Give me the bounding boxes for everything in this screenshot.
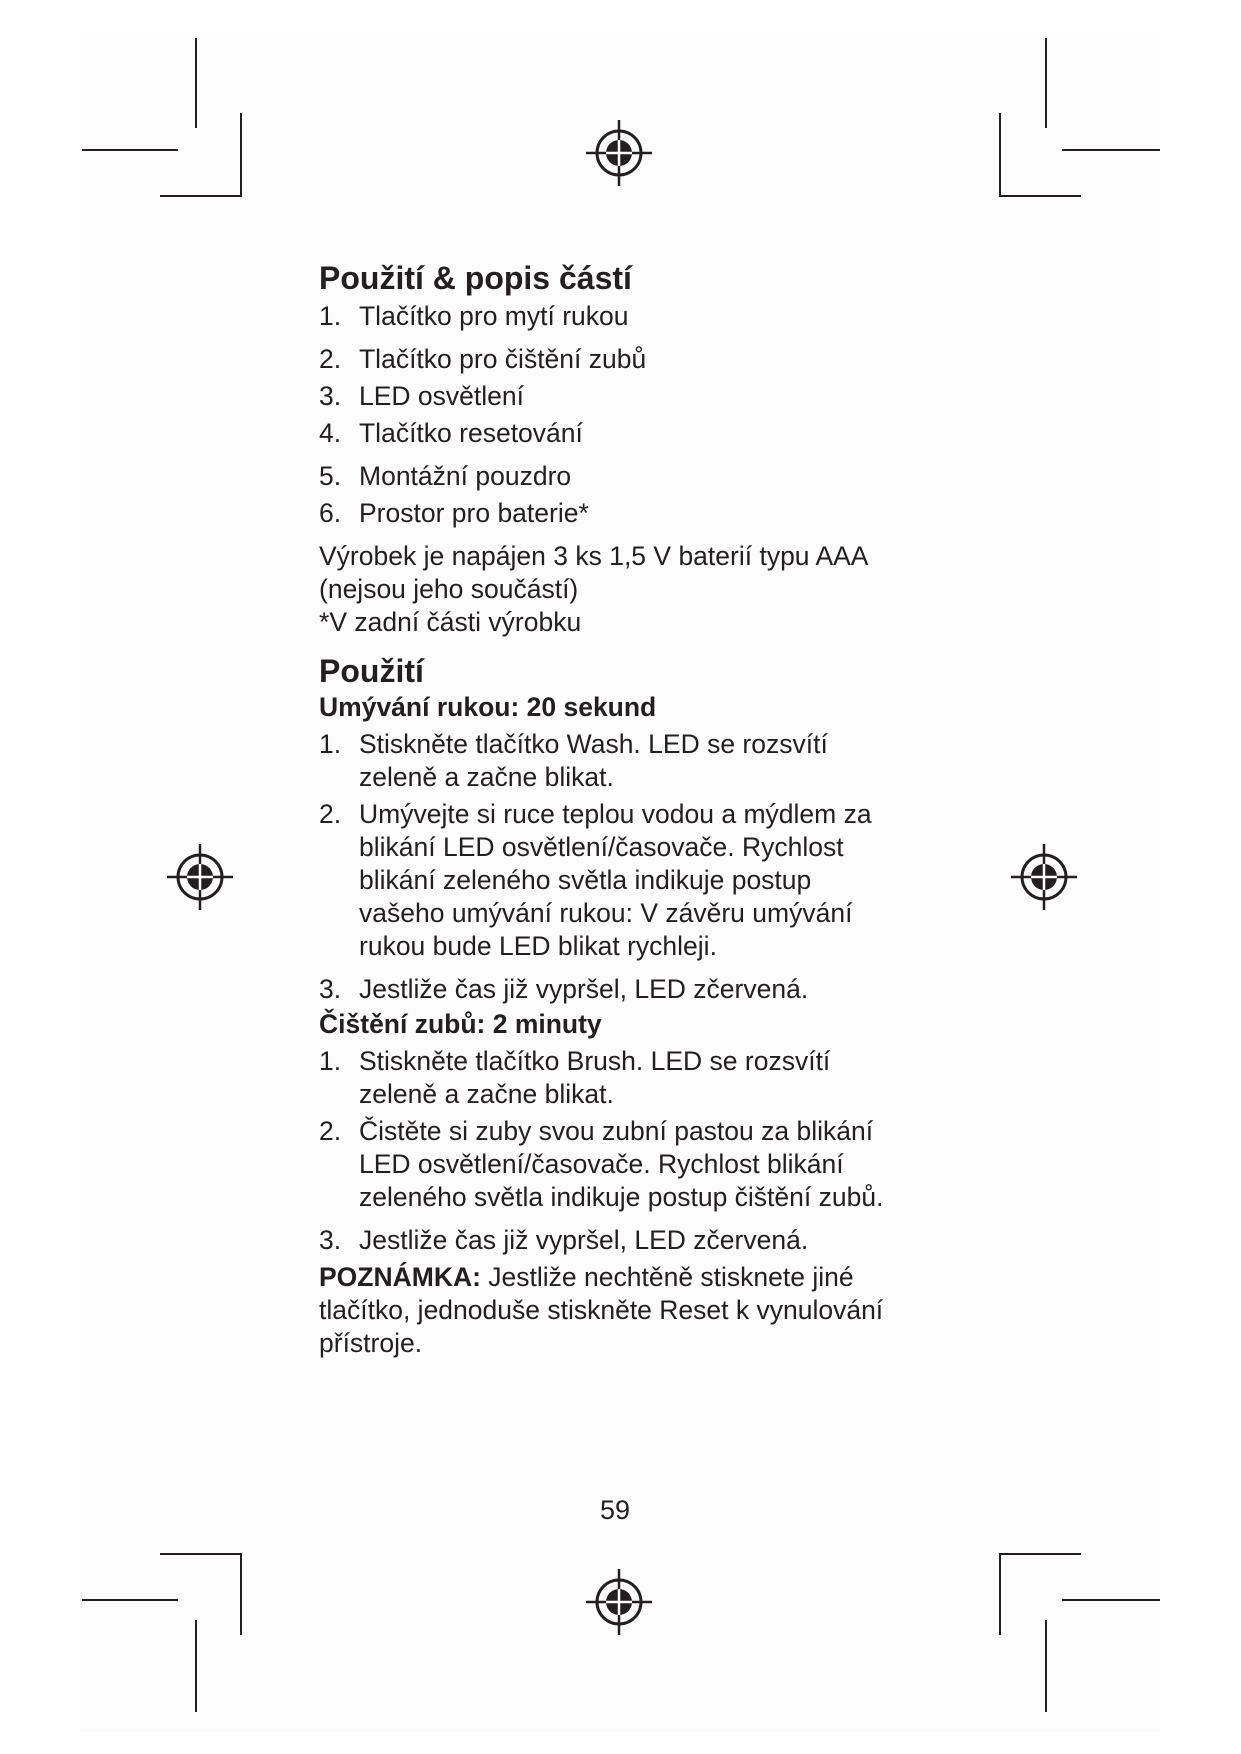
item-line: Stiskněte tlačítko Brush. LED se rozsvítí [359, 1046, 831, 1076]
item-text: Tlačítko resetování [359, 418, 583, 448]
registration-mark-icon [1009, 842, 1079, 912]
item-line: Čistěte si zuby svou zubní pastou za blikání [359, 1116, 874, 1146]
item-number: 2. [319, 1116, 342, 1146]
list-item [319, 380, 939, 413]
note-line: přístroje. [319, 1328, 423, 1358]
item-number: 3. [319, 1225, 342, 1255]
item-number: 1. [319, 1046, 342, 1076]
note-line: tlačítko, jednoduše stiskněte Reset k vynulování [319, 1295, 884, 1325]
item-number: 1. [319, 301, 342, 331]
crop-mark [999, 113, 1001, 197]
item-number: 2. [319, 344, 342, 374]
item-line: Jestliže čas již vypršel, LED zčervená. [359, 974, 809, 1004]
list-item [319, 460, 939, 493]
battery-info [319, 540, 939, 639]
item-number: 4. [319, 418, 342, 448]
list-item [319, 417, 939, 450]
item-text: Tlačítko pro mytí rukou [359, 301, 629, 331]
list-item [319, 728, 939, 794]
parts-list [319, 300, 939, 530]
registration-mark-icon [584, 118, 654, 188]
section-title-parts: Použití & popis částí [319, 260, 632, 296]
list-item [319, 497, 939, 530]
item-line: LED osvětlení/časovače. Rychlost blikání [359, 1149, 844, 1179]
item-line: Jestliže čas již vypršel, LED zčervená. [359, 1225, 809, 1255]
crop-mark [1062, 1599, 1160, 1601]
item-number: 5. [319, 461, 342, 491]
list-item [319, 1115, 939, 1214]
crop-mark [1045, 38, 1047, 128]
item-number: 2. [319, 799, 342, 829]
crop-mark [240, 1553, 242, 1635]
item-number: 6. [319, 498, 342, 528]
item-text: LED osvětlení [359, 381, 524, 411]
list-item [319, 798, 939, 963]
item-line: Stiskněte tlačítko Wash. LED se rozsvítí [359, 729, 828, 759]
item-text: Montážní pouzdro [359, 461, 572, 491]
item-line: vašeho umývání rukou: V závěru umývání [359, 898, 853, 928]
crop-mark [999, 1553, 1001, 1635]
item-line: blikání LED osvětlení/časovače. Rychlost [359, 832, 844, 862]
crop-mark [82, 149, 178, 151]
registration-mark-icon [165, 842, 235, 912]
item-text: Tlačítko pro čištění zubů [359, 344, 647, 374]
item-line: Umývejte si ruce teplou vodou a mýdlem za [359, 799, 872, 829]
section-title-use: Použití [319, 653, 424, 689]
list-item [319, 343, 939, 376]
list-item [319, 1045, 939, 1111]
note-text: Jestliže nechtěně stisknete jiné [480, 1262, 854, 1292]
crop-mark [82, 1599, 178, 1601]
item-number: 3. [319, 974, 342, 1004]
crop-mark [160, 195, 242, 197]
note-label: POZNÁMKA: [319, 1262, 481, 1292]
item-number: 3. [319, 381, 342, 411]
crop-mark [195, 38, 197, 128]
battery-line: (nejsou jeho součástí) [319, 574, 579, 604]
crop-mark [160, 1553, 242, 1555]
crop-mark [1062, 149, 1160, 151]
item-line: zeleně a začne blikat. [359, 762, 614, 792]
item-line: rukou bude LED blikat rychleji. [359, 931, 717, 961]
battery-line: Výrobek je napájen 3 ks 1,5 V baterií typu AAA [319, 541, 869, 571]
item-number: 1. [319, 729, 342, 759]
page-number: 59 [600, 1495, 631, 1525]
crop-mark [999, 1553, 1081, 1555]
subtitle-teeth: Čištění zubů: 2 minuty [319, 1009, 602, 1039]
note-line [319, 1261, 939, 1294]
note [319, 1261, 939, 1360]
page-content [319, 258, 939, 1360]
crop-mark [999, 195, 1081, 197]
registration-mark-icon [584, 1567, 654, 1637]
item-line: blikání zeleného světla indikuje postup [359, 865, 812, 895]
item-text: Prostor pro baterie* [359, 498, 589, 528]
list-item [319, 1224, 939, 1257]
crop-mark [195, 1620, 197, 1712]
item-line: zeleně a začne blikat. [359, 1079, 614, 1109]
subtitle-hand-wash: Umývání rukou: 20 sekund [319, 692, 657, 722]
item-line: zeleného světla indikuje postup čištění zubů. [359, 1182, 884, 1212]
list-item [319, 973, 939, 1006]
crop-mark [1045, 1620, 1047, 1712]
footnote: *V zadní části výrobku [319, 607, 582, 637]
crop-mark [240, 113, 242, 197]
list-item [319, 300, 939, 333]
hand-wash-steps [319, 728, 939, 1006]
teeth-steps [319, 1045, 939, 1257]
